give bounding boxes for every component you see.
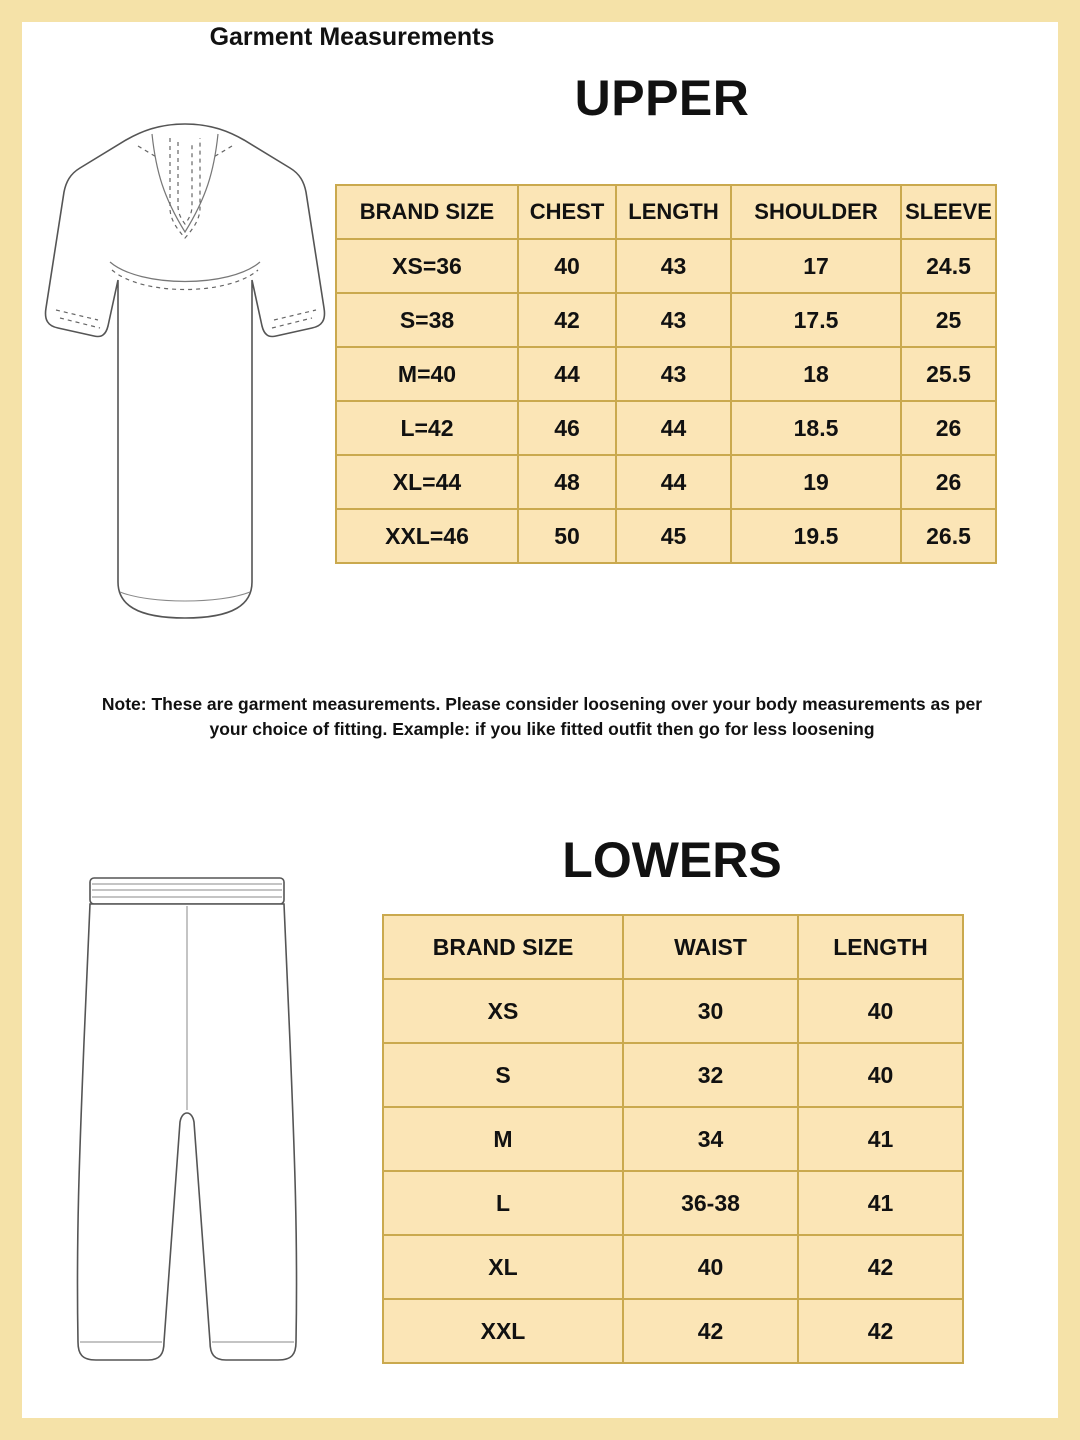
lowers-measurements-table: [382, 914, 964, 1364]
table-row: [383, 1107, 963, 1171]
cell-sleeve: 25.5: [901, 347, 996, 401]
cell-chest: 46: [518, 401, 616, 455]
cell-length: 40: [798, 1043, 963, 1107]
size-chart-page: [22, 22, 1058, 1418]
cell-brand-size: XXL: [383, 1299, 623, 1363]
measurement-note: Note: These are garment measurements. Please consider loosening over your body measurements as per your choice of fitting. Example: if you like fitted outfit then go for less loosening: [101, 694, 983, 739]
kurta-illustration: [40, 112, 330, 652]
column-header-waist: WAIST: [623, 915, 798, 979]
cell-brand-size: XS: [383, 979, 623, 1043]
cell-chest: 48: [518, 455, 616, 509]
lowers-title: LOWERS: [562, 832, 782, 888]
upper-measurements-table: [335, 184, 997, 564]
lowers-section: [22, 762, 1058, 1418]
table-row: [383, 1299, 963, 1363]
upper-subtitle: Garment Measurements: [209, 23, 495, 51]
cell-sleeve: 25: [901, 293, 996, 347]
column-header-length: LENGTH: [798, 915, 963, 979]
cell-shoulder: 17.5: [731, 293, 901, 347]
cell-brand-size: XS=36: [336, 239, 518, 293]
cell-length: 40: [798, 979, 963, 1043]
upper-section: [22, 22, 1058, 762]
cell-shoulder: 18: [731, 347, 901, 401]
cell-sleeve: 26: [901, 401, 996, 455]
cell-brand-size: L: [383, 1171, 623, 1235]
cell-length: 41: [798, 1171, 963, 1235]
cell-length: 41: [798, 1107, 963, 1171]
cell-length: 43: [616, 239, 731, 293]
table-row: [383, 1043, 963, 1107]
cell-sleeve: 26: [901, 455, 996, 509]
column-header-chest: CHEST: [518, 185, 616, 239]
table-row: [383, 1235, 963, 1299]
column-header-shoulder: SHOULDER: [731, 185, 901, 239]
column-header-brand-size: BRAND SIZE: [383, 915, 623, 979]
table-row: [336, 239, 996, 293]
cell-brand-size: XXL=46: [336, 509, 518, 563]
table-header-row: [336, 185, 996, 239]
cell-chest: 44: [518, 347, 616, 401]
cell-length: 42: [798, 1235, 963, 1299]
table-row: [383, 979, 963, 1043]
cell-brand-size: L=42: [336, 401, 518, 455]
cell-brand-size: S: [383, 1043, 623, 1107]
column-header-length: LENGTH: [616, 185, 731, 239]
cell-waist: 42: [623, 1299, 798, 1363]
cell-brand-size: M=40: [336, 347, 518, 401]
table-header-row: [383, 915, 963, 979]
cell-waist: 40: [623, 1235, 798, 1299]
cell-brand-size: XL=44: [336, 455, 518, 509]
cell-sleeve: 24.5: [901, 239, 996, 293]
table-row: [383, 1171, 963, 1235]
cell-shoulder: 18.5: [731, 401, 901, 455]
pajama-illustration: [62, 872, 312, 1392]
upper-title: UPPER: [574, 70, 750, 126]
cell-waist: 32: [623, 1043, 798, 1107]
cell-length: 43: [616, 293, 731, 347]
cell-waist: 34: [623, 1107, 798, 1171]
column-header-brand-size: BRAND SIZE: [336, 185, 518, 239]
table-row: [336, 509, 996, 563]
table-row: [336, 401, 996, 455]
cell-sleeve: 26.5: [901, 509, 996, 563]
cell-chest: 50: [518, 509, 616, 563]
cell-length: 42: [798, 1299, 963, 1363]
cell-chest: 40: [518, 239, 616, 293]
table-row: [336, 455, 996, 509]
cell-brand-size: S=38: [336, 293, 518, 347]
table-row: [336, 347, 996, 401]
column-header-sleeve: SLEEVE: [901, 185, 996, 239]
cell-length: 43: [616, 347, 731, 401]
cell-waist: 30: [623, 979, 798, 1043]
cell-chest: 42: [518, 293, 616, 347]
cell-length: 45: [616, 509, 731, 563]
cell-length: 44: [616, 455, 731, 509]
cell-brand-size: XL: [383, 1235, 623, 1299]
cell-shoulder: 19: [731, 455, 901, 509]
cell-waist: 36-38: [623, 1171, 798, 1235]
cell-shoulder: 19.5: [731, 509, 901, 563]
cell-shoulder: 17: [731, 239, 901, 293]
cell-brand-size: M: [383, 1107, 623, 1171]
cell-length: 44: [616, 401, 731, 455]
table-row: [336, 293, 996, 347]
